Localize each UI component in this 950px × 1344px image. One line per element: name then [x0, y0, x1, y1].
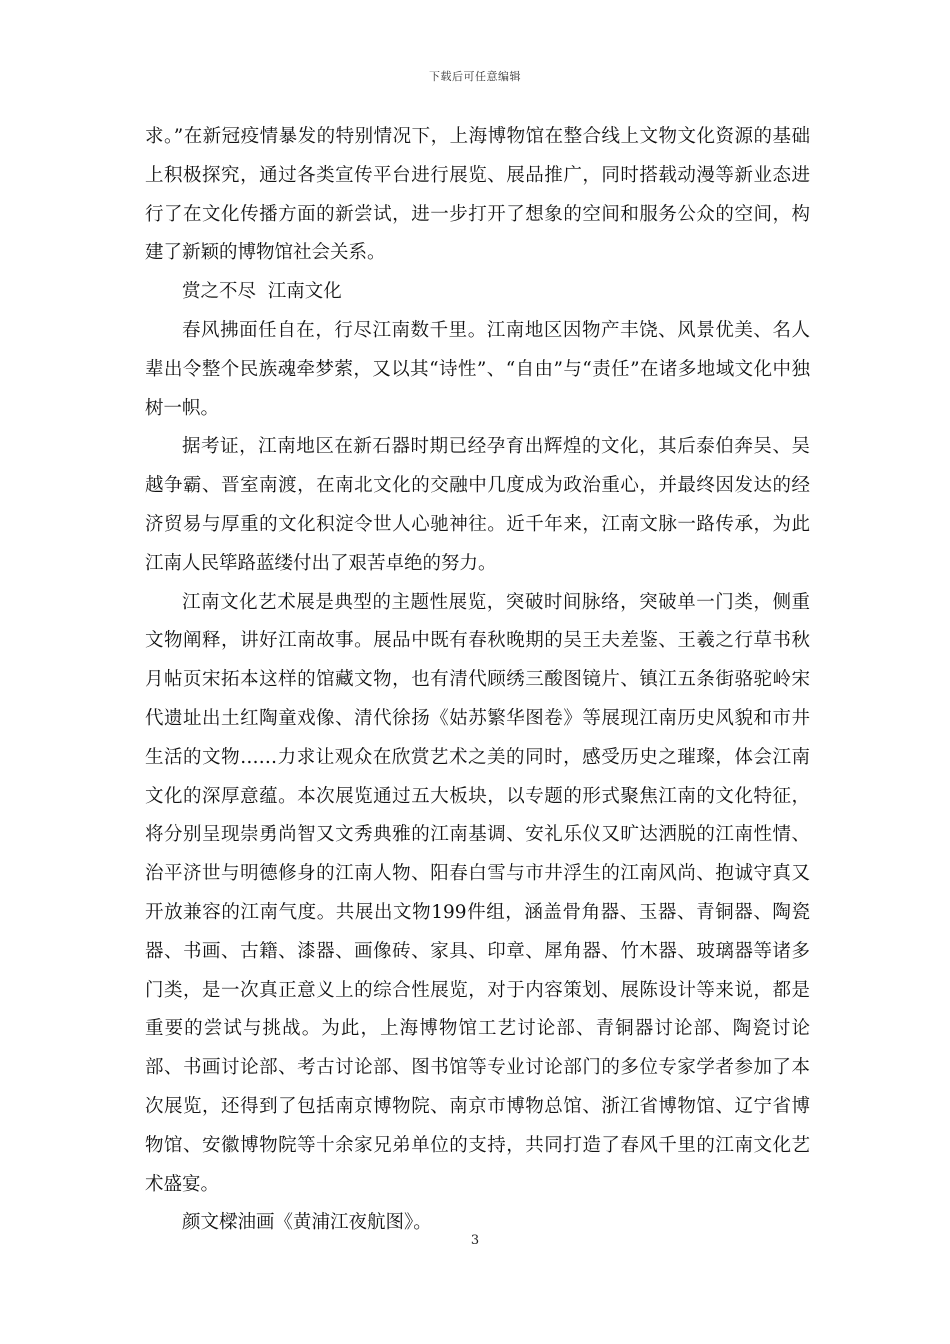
paragraph: 江南文化艺术展是典型的主题性展览，突破时间脉络，突破单一门类，侧重文物阐释，讲好江南故事。展品中既有春秋晚期的吴王夫差鉴、王羲之行草书秋月帖页宋拓本这样的馆藏文物，也有清代顾绣三酸图镜片、镇江五条街骆驼岭宋代遗址出土红陶童戏像、清代徐扬《姑苏繁华图卷》等展现江南历史风貌和市井生活的文物……力求让观众在欣赏艺术之美的同时，感受历史之璀璨，体会江南文化的深厚意蕴。本次展览通过五大板块，以专题的形式聚焦江南的文化特征，将分别呈现崇勇尚智又文秀典雅的江南基调、安礼乐仪又旷达洒脱的江南性情、治平济世与明德修身的江南人物、阳春白雪与市井浮生的江南风尚、抱诚守真又开放兼容的江南气度。共展出文物199件组，涵盖骨角器、玉器、青铜器、陶瓷器、书画、古籍、漆器、画像砖、家具、印章、犀角器、竹木器、玻璃器等诸多门类，是一次真正意义上的综合性展览，对于内容策划、展陈设计等来说，都是重要的尝试与挑战。为此，上海博物馆工艺讨论部、青铜器讨论部、陶瓷讨论部、书画讨论部、考古讨论部、图书馆等专业讨论部门的多位专家学者参加了本次展览，还得到了包括南京博物院、南京市博物总馆、浙江省博物馆、辽宁省博物馆、安徽博物院等十余家兄弟单位的支持，共同打造了春风千里的江南文化艺术盛宴。 [145, 591, 810, 1195]
page-header: 下载后可任意编辑 [429, 70, 521, 83]
document-body [145, 118, 810, 1243]
section-heading: 赏之不尽 江南文化 [182, 281, 342, 303]
paragraph-continuation: 求。”在新冠疫情暴发的特别情况下，上海博物馆在整合线上文物文化资源的基础上积极探究，通过各类宣传平台进行展览、展品推广，同时搭载动漫等新业态进行了在文化传播方面的新尝试，进一步打开了想象的空间和服务公众的空间，构建了新颖的博物馆社会关系。 [145, 126, 810, 264]
image-caption: 颜文樑油画《黄浦江夜航图》。 [182, 1212, 432, 1234]
paragraph: 据考证，江南地区在新石器时期已经孕育出辉煌的文化，其后泰伯奔吴、吴越争霸、晋室南渡，在南北文化的交融中几度成为政治重心，并最终因发达的经济贸易与厚重的文化积淀令世人心驰神往。近千年来，江南文脉一路传承，为此江南人民筚路蓝缕付出了艰苦卓绝的努力。 [145, 436, 810, 574]
paragraph: 春风拂面任自在，行尽江南数千里。江南地区因物产丰饶、风景优美、名人辈出令整个民族魂牵梦萦，又以其“诗性”、“自由”与“责任”在诸多地域文化中独树一帜。 [145, 319, 810, 419]
page-number: 3 [470, 1233, 480, 1248]
